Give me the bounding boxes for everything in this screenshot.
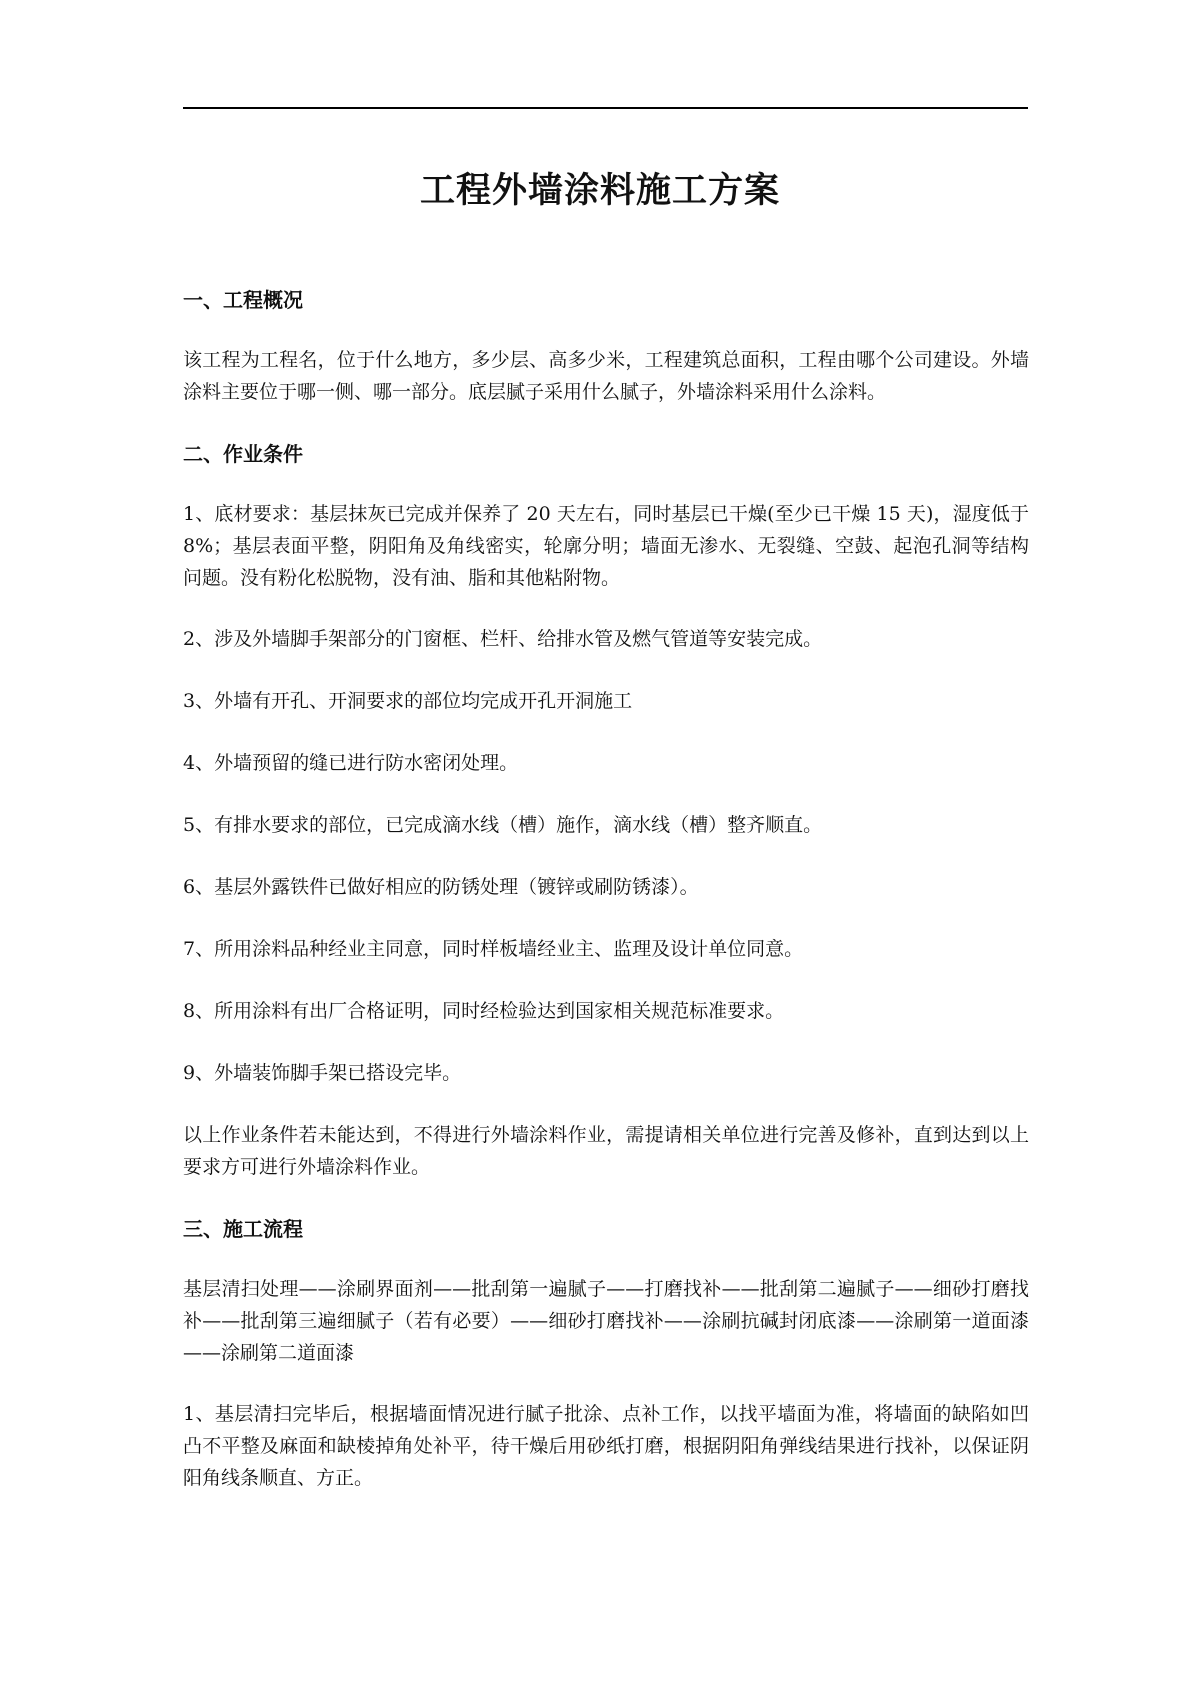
condition-item-4: 4、外墙预留的缝已进行防水密闭处理。 xyxy=(183,752,519,774)
header-rule xyxy=(183,107,1028,109)
process-flow: 基层清扫处理——涂刷界面剂——批刮第一遍腻子——打磨找补——批刮第二遍腻子——细砂打磨找补——批刮第三遍细腻子（若有必要）——细砂打磨找补——涂刷抗碱封闭底漆——涂刷第一道面漆——涂刷第二道面漆 xyxy=(183,1278,1029,1364)
document-body xyxy=(183,283,1029,1523)
section-heading-process: 三、施工流程 xyxy=(183,1217,303,1241)
document-title: 工程外墙涂料施工方案 xyxy=(419,170,780,211)
section-heading-overview: 一、工程概况 xyxy=(183,288,303,312)
condition-item-1: 1、底材要求：基层抹灰已完成并保养了 20 天左右，同时基层已干燥(至少已干燥 15 天)，湿度低于 8%；基层表面平整，阴阳角及角线密实，轮廓分明；墙面无渗水、无裂缝、空鼓、起泡孔洞等结构问题。没有粉化松脱物，没有油、脂和其他粘附物。 xyxy=(183,503,1029,589)
condition-item-9: 9、外墙装饰脚手架已搭设完毕。 xyxy=(183,1062,462,1084)
condition-item-2: 2、涉及外墙脚手架部分的门窗框、栏杆、给排水管及燃气管道等安装完成。 xyxy=(183,628,823,650)
condition-item-3: 3、外墙有开孔、开洞要求的部位均完成开孔开洞施工 xyxy=(183,690,633,712)
condition-item-8: 8、所用涂料有出厂合格证明，同时经检验达到国家相关规范标准要求。 xyxy=(183,1000,785,1022)
condition-item-7: 7、所用涂料品种经业主同意，同时样板墙经业主、监理及设计单位同意。 xyxy=(183,938,804,960)
conditions-summary: 以上作业条件若未能达到，不得进行外墙涂料作业，需提请相关单位进行完善及修补，直到达到以上要求方可进行外墙涂料作业。 xyxy=(183,1124,1029,1178)
overview-paragraph: 该工程为工程名，位于什么地方，多少层、高多少米，工程建筑总面积，工程由哪个公司建设。外墙涂料主要位于哪一侧、哪一部分。底层腻子采用什么腻子，外墙涂料采用什么涂料。 xyxy=(183,349,1029,403)
condition-item-5: 5、有排水要求的部位，已完成滴水线（槽）施作，滴水线（槽）整齐顺直。 xyxy=(183,814,823,836)
process-step-1: 1、基层清扫完毕后，根据墙面情况进行腻子批涂、点补工作，以找平墙面为准，将墙面的缺陷如凹凸不平整及麻面和缺棱掉角处补平，待干燥后用砂纸打磨，根据阴阳角弹线结果进行找补，以保证阴阳角线条顺直、方正。 xyxy=(183,1403,1029,1489)
section-heading-conditions: 二、作业条件 xyxy=(183,442,303,466)
condition-item-6: 6、基层外露铁件已做好相应的防锈处理（镀锌或刷防锈漆）。 xyxy=(183,876,699,898)
